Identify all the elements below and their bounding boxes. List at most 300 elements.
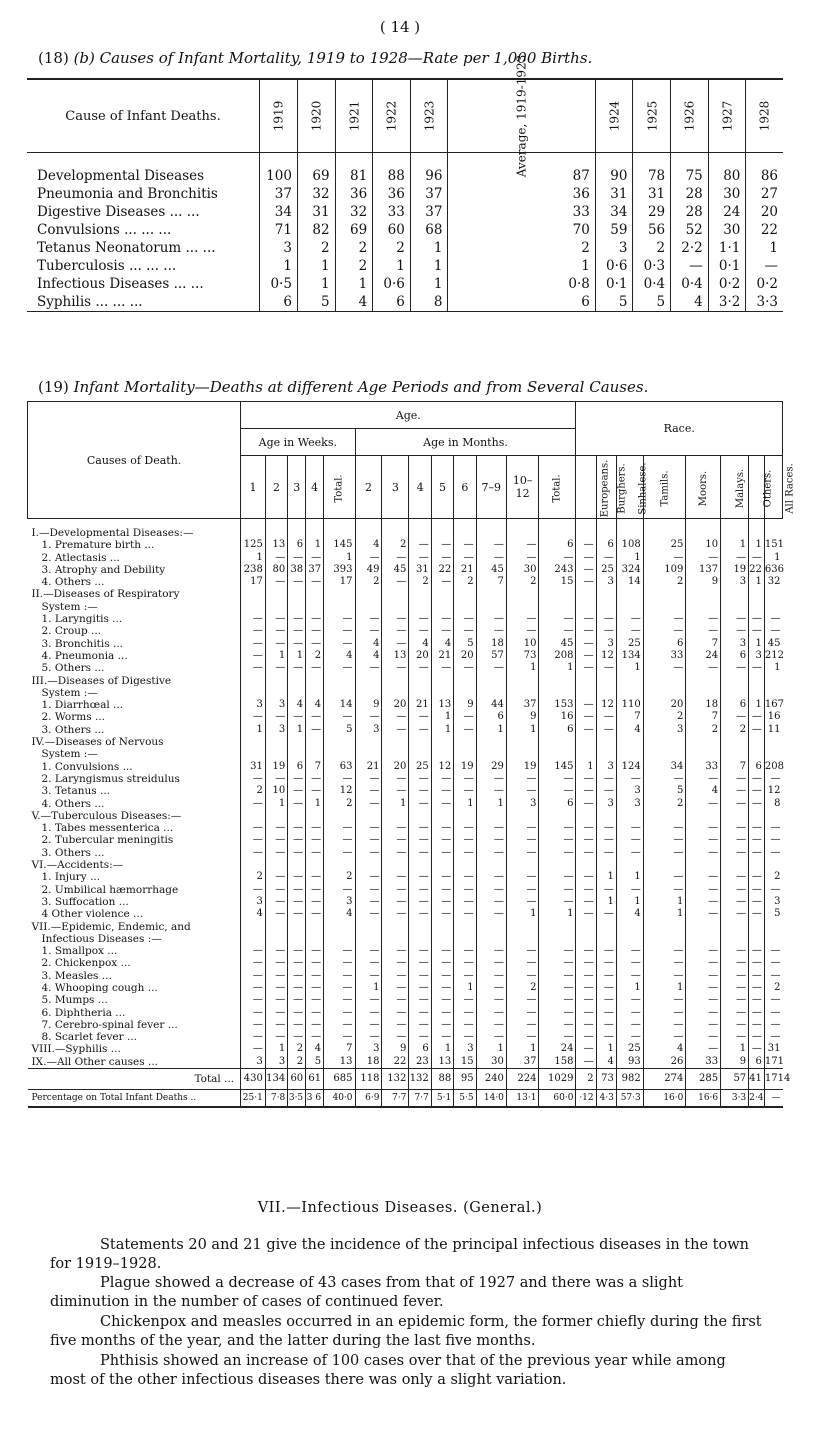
table-cell: 109 (643, 564, 686, 576)
table-cell: 1 (431, 1043, 453, 1055)
table-cell: 2 (324, 798, 355, 810)
table-cell (476, 921, 506, 933)
table-cell: 2 (335, 239, 373, 257)
table-cell (539, 921, 576, 933)
table-cell (643, 675, 686, 687)
table-cell: — (686, 613, 721, 625)
table-cell: 3 (241, 699, 266, 711)
table-cell: 21 (431, 650, 453, 662)
table-cell: — (721, 847, 749, 859)
row-label: 3. Atrophy and Debility (41, 563, 166, 576)
table-cell: — (476, 834, 506, 846)
table-cell: — (643, 871, 686, 883)
table-cell: 33 (643, 650, 686, 662)
table-cell: 2 (373, 239, 411, 257)
table-cell: 6 (539, 724, 576, 736)
year-header (373, 79, 411, 153)
table-cell: 167 (764, 699, 784, 711)
row-label: 8. Scarlet fever ... (41, 1031, 137, 1044)
table-cell: 25 (616, 638, 643, 650)
table-cell (355, 687, 382, 699)
table-cell: 2·2 (671, 239, 709, 257)
table-cell: — (686, 908, 721, 920)
table-cell: — (576, 994, 596, 1006)
table-cell (265, 933, 287, 945)
table-cell: 22 (749, 564, 765, 576)
table-cell: 45 (476, 564, 506, 576)
table-cell: — (476, 662, 506, 674)
table-cell: — (355, 613, 382, 625)
table-cell: — (749, 785, 765, 797)
table-cell: 18 (476, 638, 506, 650)
table-cell: 3 (616, 785, 643, 797)
table-cell: 3 (596, 798, 616, 810)
table-cell: 1 (506, 1043, 539, 1055)
table-cell: 1029 (539, 1069, 576, 1090)
table-cell: 118 (355, 1069, 382, 1090)
table-cell: 7 (306, 761, 324, 773)
table-cell: 3·3 (746, 293, 783, 312)
table-cell (476, 748, 506, 760)
table-cell: — (382, 1007, 409, 1019)
table-cell: 9 (454, 699, 476, 711)
table-cell: 13 (382, 650, 409, 662)
table-cell (539, 588, 576, 600)
table-cell: 3·3 (721, 1090, 749, 1108)
table-cell: — (576, 970, 596, 982)
table-18-title: (18) (b) Causes of Infant Mortality, 1919 to 1928—Rate per 1,000 Births. (38, 49, 593, 67)
table-cell: — (616, 847, 643, 859)
table-cell: 23 (409, 1056, 431, 1069)
paragraph-1: Statements 20 and 21 give the incidence of the principal infectious diseases in the town for 1919–1928. (50, 1237, 749, 1272)
table-cell: — (288, 773, 306, 785)
table-cell: 134 (616, 650, 643, 662)
table-row (28, 625, 783, 637)
year-label: 1919 (271, 100, 286, 131)
table-cell: 20 (409, 650, 431, 662)
table-cell: 1 (476, 798, 506, 810)
table-cell (643, 859, 686, 871)
year-header (708, 79, 746, 153)
column-header-label: All Races. (784, 462, 796, 514)
table-cell: — (454, 957, 476, 969)
table-cell (431, 601, 453, 613)
table-cell: 73 (596, 1069, 616, 1090)
table-cell (616, 859, 643, 871)
table-row (28, 810, 783, 822)
column-header-label: 3 (293, 480, 301, 494)
row-label: 1. Convulsions ... (41, 760, 133, 773)
table-cell: — (721, 1031, 749, 1043)
year-header (297, 79, 335, 153)
table-cell (721, 675, 749, 687)
table-cell: 34 (643, 761, 686, 773)
table-cell: — (241, 982, 266, 994)
table-cell: 19 (454, 761, 476, 773)
table-cell: — (596, 711, 616, 723)
table-cell: 34 (260, 203, 298, 221)
table-cell: 3 6 (306, 1090, 324, 1108)
table-cell: — (382, 908, 409, 920)
table-cell: — (764, 834, 782, 846)
column-header (539, 456, 576, 519)
row-label: I.—Developmental Diseases:— (31, 527, 194, 539)
table-cell: — (506, 773, 539, 785)
year-header (595, 79, 633, 153)
table-cell: 171 (764, 1055, 784, 1067)
table-cell: — (241, 613, 266, 625)
table-cell (749, 687, 765, 699)
row-label: 1. Tabes messenterica ... (41, 822, 174, 835)
table-cell: 6 (448, 293, 595, 312)
table-cell: 12 (596, 650, 616, 662)
table-cell: — (643, 970, 686, 982)
table-cell: — (324, 613, 355, 625)
table-cell (721, 736, 749, 748)
table-cell: 0·2 (746, 275, 783, 293)
table-cell: — (539, 994, 576, 1006)
table-cell (306, 675, 324, 687)
table-cell: 1 (746, 239, 783, 257)
table-cell: 20 (643, 699, 686, 711)
table-cell: — (324, 982, 355, 994)
table-cell: 6·9 (355, 1090, 382, 1108)
table-cell: 3 (749, 650, 765, 662)
table-cell: — (409, 896, 431, 908)
table-cell: 25 (409, 761, 431, 773)
table-cell: — (476, 994, 506, 1006)
table-cell: — (596, 982, 616, 994)
table-cell: 125 (241, 539, 266, 551)
table-cell (686, 921, 721, 933)
table-cell: — (454, 834, 476, 846)
table-cell: 1 (749, 638, 765, 650)
table-cell (596, 527, 616, 539)
table-cell: 14·0 (476, 1090, 506, 1108)
table-row (28, 1090, 783, 1108)
table-cell: 6 (749, 761, 765, 773)
table-cell: 9 (686, 576, 721, 588)
row-label: 1. Laryngitis ... (41, 613, 123, 626)
table-cell: — (576, 785, 596, 797)
table-cell: — (576, 945, 596, 957)
table-cell: — (431, 908, 453, 920)
table-cell (382, 921, 409, 933)
row-label: 7. Cerebro-spinal fever ... (41, 1018, 178, 1031)
column-header-label: 10–12 (512, 474, 533, 500)
table-cell (265, 859, 287, 871)
table-cell: 2 (643, 576, 686, 588)
table-cell (409, 588, 431, 600)
table-cell: 8 (764, 798, 782, 810)
table-cell (476, 588, 506, 600)
table-cell: 151 (764, 539, 784, 551)
table-cell (355, 921, 382, 933)
table-cell: 0·4 (633, 275, 671, 293)
table-cell: 3·2 (708, 293, 746, 312)
year-label: 1928 (757, 100, 772, 131)
table-cell: — (616, 970, 643, 982)
year-label: Average, 1919-1923 (514, 54, 529, 177)
table-cell: — (749, 994, 765, 1006)
table-cell: — (288, 896, 306, 908)
table-cell: — (721, 884, 749, 896)
row-label: 3. Measles ... (41, 969, 112, 982)
table-cell: — (265, 613, 287, 625)
row-label: 2. Tubercular meningitis (41, 834, 174, 847)
table-cell: 240 (476, 1069, 506, 1090)
table-row (28, 576, 783, 588)
table-cell: — (454, 896, 476, 908)
column-header (576, 456, 611, 519)
table-cell: — (576, 625, 596, 637)
table-cell: — (324, 662, 355, 674)
column-header-label: Sinhalese. (637, 461, 649, 515)
table-cell: 36 (335, 185, 373, 203)
table-cell: 22 (746, 221, 783, 239)
table-cell: — (686, 834, 721, 846)
table-cell: — (288, 970, 306, 982)
table-cell (241, 588, 266, 600)
table-cell (476, 736, 506, 748)
row-label: Convulsions ... ... ... (37, 222, 172, 238)
table-cell: — (749, 662, 765, 674)
column-header (265, 456, 287, 519)
table-cell: — (431, 552, 453, 564)
table-cell: 0·4 (671, 275, 709, 293)
table-cell: — (764, 884, 782, 896)
table-cell (324, 933, 355, 945)
table-cell: 4 (409, 638, 431, 650)
table-cell: — (454, 1031, 476, 1043)
table-cell: 1 (506, 724, 539, 736)
table-cell (306, 527, 324, 539)
table-cell: 2 (382, 539, 409, 551)
table-cell: — (596, 785, 616, 797)
table-cell: — (576, 957, 596, 969)
table-cell (539, 859, 576, 871)
table-cell: 1 (241, 724, 266, 736)
table-cell (596, 588, 616, 600)
column-header (476, 456, 506, 519)
table-cell: — (382, 773, 409, 785)
table-cell: 1 (596, 871, 616, 883)
table-row (28, 871, 783, 883)
table-cell (355, 588, 382, 600)
table-cell: 41 (749, 1069, 765, 1090)
table-cell: 80 (708, 167, 746, 185)
table-cell: 0·5 (260, 275, 298, 293)
table-cell (409, 601, 431, 613)
table-cell (288, 810, 306, 822)
table-cell (764, 675, 782, 687)
table-cell: — (454, 822, 476, 834)
table-cell (288, 933, 306, 945)
table-row (28, 908, 783, 920)
table-cell: 6 (409, 1043, 431, 1055)
table-cell: — (382, 613, 409, 625)
column-header-label: 1 (249, 480, 257, 494)
table-cell: — (686, 896, 721, 908)
table-cell: 3 (721, 576, 749, 588)
table-cell (643, 588, 686, 600)
table-row (28, 552, 783, 564)
table-cell (506, 933, 539, 945)
table-cell: — (596, 884, 616, 896)
paragraph-3: Chickenpox and measles occurred in an epidemic form, the former chiefly during the first five months of the year, and the latter during the last five months. (50, 1314, 762, 1349)
table-row (28, 921, 783, 933)
table-cell: — (576, 896, 596, 908)
table-cell: 33 (686, 761, 721, 773)
table-cell: — (306, 576, 324, 588)
table-cell (476, 687, 506, 699)
table-cell: 37 (306, 564, 324, 576)
table-cell: 37 (410, 203, 448, 221)
table-cell: 37 (506, 699, 539, 711)
table-cell: — (616, 994, 643, 1006)
table-cell: — (454, 552, 476, 564)
table-cell: — (721, 1007, 749, 1019)
table-cell (539, 527, 576, 539)
year-header (260, 79, 298, 153)
table-cell: 56 (633, 221, 671, 239)
table-cell (306, 933, 324, 945)
table-cell: — (506, 871, 539, 883)
table-cell: 24 (708, 203, 746, 221)
table-cell: — (506, 1019, 539, 1031)
row-label: 2. Worms ... (41, 711, 105, 724)
table-cell: 132 (409, 1069, 431, 1090)
column-header (382, 456, 409, 519)
row-label: 3. Tetanus ... (41, 785, 111, 798)
table-cell: — (616, 957, 643, 969)
table-cell: 81 (335, 167, 373, 185)
table-cell: — (265, 1019, 287, 1031)
table-cell (506, 527, 539, 539)
table-cell: 9 (355, 699, 382, 711)
table-cell: — (749, 896, 765, 908)
table-cell: 3 (260, 239, 298, 257)
table-cell: — (721, 896, 749, 908)
table-cell (506, 921, 539, 933)
table-cell (241, 736, 266, 748)
table-cell: 20 (746, 203, 783, 221)
column-header (721, 456, 749, 519)
year-header (410, 79, 448, 153)
table-cell: — (576, 1007, 596, 1019)
column-header-label: Others. (762, 469, 774, 507)
table-cell (539, 736, 576, 748)
table-cell: — (288, 638, 306, 650)
header-age-months: Age in Months. (355, 429, 576, 456)
row-label: 2. Chickenpox ... (41, 957, 131, 970)
table-cell: ·12 (576, 1090, 596, 1108)
table-cell: 4 (241, 908, 266, 920)
table-row (28, 748, 783, 760)
table-cell: 5·5 (454, 1090, 476, 1108)
table-cell: — (539, 945, 576, 957)
table-cell: 3 (596, 576, 616, 588)
table-cell: — (576, 798, 596, 810)
table-cell: — (749, 871, 765, 883)
table-cell (288, 601, 306, 613)
table-cell: 110 (616, 699, 643, 711)
table-cell: 134 (265, 1069, 287, 1090)
table-cell: 1 (260, 257, 298, 275)
table-cell: 1 (616, 552, 643, 564)
table-cell: — (576, 822, 596, 834)
table-cell: 2 (643, 798, 686, 810)
table-cell: — (265, 1007, 287, 1019)
table-cell: — (431, 1031, 453, 1043)
table-cell (324, 527, 355, 539)
table-cell: — (382, 822, 409, 834)
table-cell (288, 748, 306, 760)
table-cell: — (355, 945, 382, 957)
table-cell: — (265, 908, 287, 920)
table-cell (355, 748, 382, 760)
table-cell: 145 (539, 761, 576, 773)
table-cell: — (476, 896, 506, 908)
table-cell: 3 (721, 638, 749, 650)
table-cell (306, 601, 324, 613)
column-header (409, 456, 431, 519)
table-cell: — (476, 957, 506, 969)
table-cell: 1 (410, 257, 448, 275)
table-cell (288, 921, 306, 933)
table-cell: — (241, 798, 266, 810)
table-cell: 1 (431, 711, 453, 723)
table-cell: 1 (764, 662, 782, 674)
table-cell: — (476, 773, 506, 785)
table-cell: — (476, 552, 506, 564)
table-cell: — (686, 884, 721, 896)
table-row (28, 1069, 783, 1090)
table-cell (431, 810, 453, 822)
table-cell: — (355, 1019, 382, 1031)
row-label: 1. Premature birth ... (41, 539, 155, 552)
table-cell (764, 748, 782, 760)
table-cell: 7 (476, 576, 506, 588)
table-cell: — (454, 773, 476, 785)
table-cell (721, 601, 749, 613)
table-cell (643, 933, 686, 945)
table-cell: 6 (721, 650, 749, 662)
table-cell (382, 736, 409, 748)
table-cell: — (306, 970, 324, 982)
table-cell (241, 748, 266, 760)
table-cell: 87 (448, 167, 595, 185)
table-cell: — (265, 884, 287, 896)
table-cell (431, 675, 453, 687)
table-cell: 2 (506, 982, 539, 994)
row-label: 3. Bronchitis ... (41, 637, 123, 650)
table-cell: 7 (721, 761, 749, 773)
table-cell: — (643, 613, 686, 625)
table-row (28, 945, 783, 957)
table-cell: — (749, 1031, 765, 1043)
table-row (28, 1056, 783, 1069)
table-cell: 3 (764, 896, 782, 908)
table-cell: 3 (596, 761, 616, 773)
table-cell: 208 (539, 650, 576, 662)
table-cell: — (265, 662, 287, 674)
table-cell: — (382, 1019, 409, 1031)
table-cell: — (576, 662, 596, 674)
table-cell (288, 859, 306, 871)
table-cell: — (324, 847, 355, 859)
table-cell: — (506, 834, 539, 846)
